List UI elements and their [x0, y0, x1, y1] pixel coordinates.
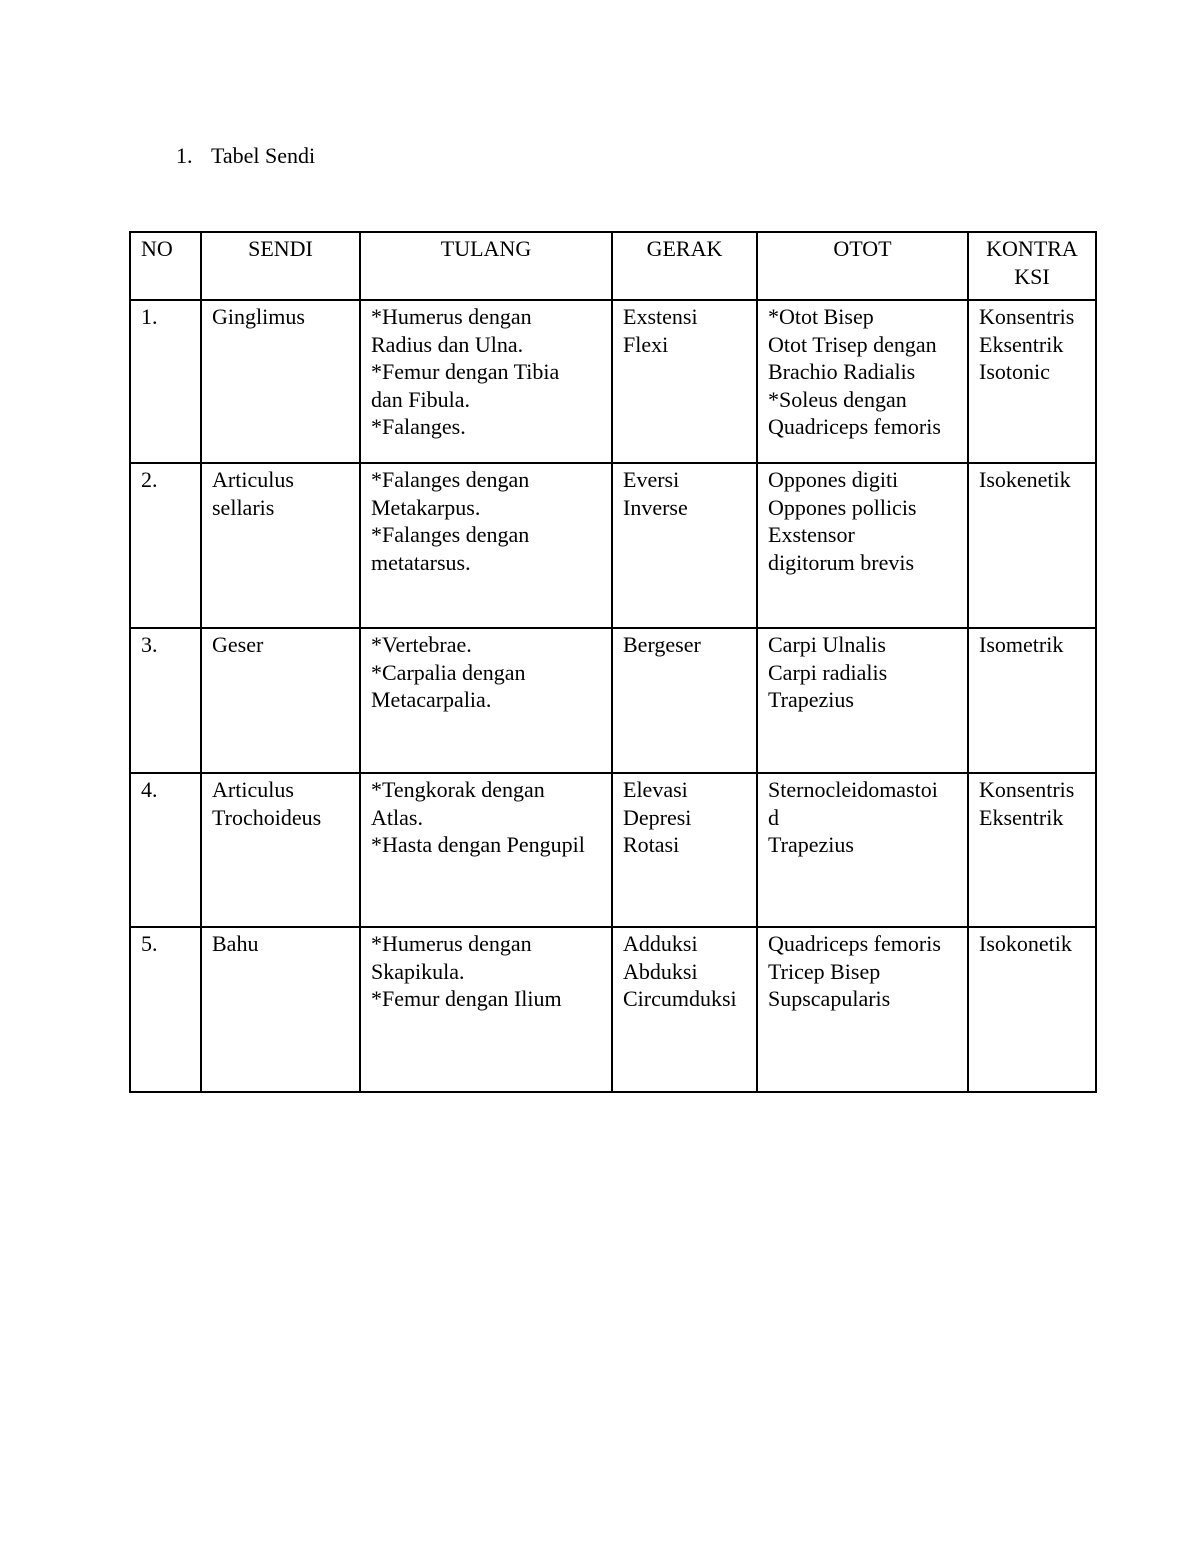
cell-tulang [360, 300, 612, 463]
section-heading [176, 142, 315, 170]
cell-line: metatarsus. [371, 549, 471, 575]
cell-line: Rotasi [623, 832, 680, 857]
cell-line: d [768, 804, 779, 830]
table-row [130, 300, 1096, 463]
cell-line: Isokenetik [979, 467, 1071, 492]
cell-line: Articulus [212, 777, 294, 802]
joint-table [129, 231, 1097, 1093]
cell-line: Exstensi [623, 304, 698, 329]
cell-line: Bergeser [623, 632, 701, 657]
cell-line: Tricep Bisep [768, 958, 881, 984]
cell-sendi [201, 628, 360, 773]
cell-kontraksi [968, 463, 1096, 628]
cell-sendi [201, 300, 360, 463]
cell-line: dan Fibula. [371, 386, 470, 412]
cell-line: Atlas. [371, 804, 423, 830]
cell-line: Metacarpalia. [371, 687, 492, 712]
cell-line: Geser [212, 632, 264, 657]
cell-line: *Falanges dengan [371, 522, 530, 547]
heading-number: 1. [176, 143, 193, 168]
header-no: NO [130, 232, 201, 300]
cell-line: digitorum brevis [768, 549, 915, 575]
cell-line: Depresi [623, 804, 692, 830]
cell-tulang [360, 628, 612, 773]
cell-gerak [612, 927, 757, 1092]
cell-no: 2. [130, 463, 201, 628]
cell-line: sellaris [212, 494, 275, 520]
cell-tulang [360, 773, 612, 927]
cell-line: *Falanges. [371, 414, 466, 439]
cell-sendi [201, 927, 360, 1092]
cell-line: Adduksi [623, 931, 698, 956]
cell-line: Circumduksi [623, 986, 737, 1011]
cell-sendi [201, 463, 360, 628]
cell-gerak [612, 773, 757, 927]
cell-line: Eksentrik [979, 331, 1064, 357]
cell-line: Trochoideus [212, 804, 322, 830]
cell-line: *Otot Bisep [768, 304, 874, 329]
header-otot: OTOT [757, 232, 968, 300]
cell-line: *Humerus dengan [371, 304, 532, 329]
cell-line: *Femur dengan Ilium [371, 986, 562, 1011]
cell-line: *Tengkorak dengan [371, 777, 545, 802]
table-row [130, 773, 1096, 927]
cell-line: *Hasta dengan Pengupil [371, 832, 585, 857]
cell-line: Otot Trisep dengan [768, 331, 937, 357]
cell-line: Isometrik [979, 632, 1064, 657]
cell-no: 5. [130, 927, 201, 1092]
cell-line: Eversi [623, 467, 680, 492]
cell-gerak [612, 463, 757, 628]
cell-line: Isokonetik [979, 931, 1072, 956]
cell-line: Supscapularis [768, 986, 891, 1011]
cell-line: Konsentris [979, 777, 1075, 802]
cell-line: Quadriceps femoris [768, 931, 941, 956]
cell-line: *Humerus dengan [371, 931, 532, 956]
cell-otot [757, 463, 968, 628]
heading-title: Tabel Sendi [211, 143, 316, 168]
table-row [130, 927, 1096, 1092]
cell-otot [757, 927, 968, 1092]
header-tulang: TULANG [360, 232, 612, 300]
header-sendi: SENDI [201, 232, 360, 300]
cell-line: Flexi [623, 331, 669, 357]
cell-tulang [360, 927, 612, 1092]
cell-gerak [612, 628, 757, 773]
cell-line: Bahu [212, 931, 259, 956]
cell-line: Konsentris [979, 304, 1075, 329]
header-kontraksi [968, 232, 1096, 300]
table-row [130, 463, 1096, 628]
cell-otot [757, 773, 968, 927]
cell-line: Trapezius [768, 687, 854, 712]
cell-line: Abduksi [623, 958, 698, 984]
cell-line: Carpi Ulnalis [768, 632, 886, 657]
cell-line: *Falanges dengan [371, 467, 530, 492]
cell-line: Eksentrik [979, 804, 1064, 830]
cell-line: *Soleus dengan [768, 386, 907, 412]
cell-line: *Vertebrae. [371, 632, 472, 657]
cell-line: Brachio Radialis [768, 359, 916, 384]
cell-otot [757, 300, 968, 463]
cell-line: Oppones pollicis [768, 494, 917, 520]
header-kontraksi-line: KONTRA [986, 236, 1078, 261]
cell-sendi [201, 773, 360, 927]
cell-line: *Carpalia dengan [371, 659, 526, 685]
cell-no: 4. [130, 773, 201, 927]
header-kontraksi-line: KSI [1014, 263, 1050, 289]
cell-line: Trapezius [768, 832, 854, 857]
cell-line: Sternocleidomastoi [768, 777, 938, 802]
header-gerak: GERAK [612, 232, 757, 300]
cell-no: 3. [130, 628, 201, 773]
cell-line: Skapikula. [371, 958, 465, 984]
cell-line: *Femur dengan Tibia [371, 359, 560, 384]
cell-line: Articulus [212, 467, 294, 492]
cell-line: Ginglimus [212, 304, 305, 329]
cell-line: Inverse [623, 494, 688, 520]
cell-line: Metakarpus. [371, 494, 481, 520]
cell-line: Elevasi [623, 777, 688, 802]
cell-otot [757, 628, 968, 773]
cell-gerak [612, 300, 757, 463]
table-header-row [130, 232, 1096, 300]
table-row [130, 628, 1096, 773]
cell-kontraksi [968, 773, 1096, 927]
cell-kontraksi [968, 927, 1096, 1092]
cell-line: Exstensor [768, 522, 855, 547]
cell-line: Carpi radialis [768, 659, 888, 685]
cell-kontraksi [968, 628, 1096, 773]
cell-no: 1. [130, 300, 201, 463]
cell-line: Quadriceps femoris [768, 414, 941, 439]
cell-line: Oppones digiti [768, 467, 899, 492]
cell-kontraksi [968, 300, 1096, 463]
cell-line: Isotonic [979, 359, 1050, 384]
cell-line: Radius dan Ulna. [371, 331, 524, 357]
cell-tulang [360, 463, 612, 628]
